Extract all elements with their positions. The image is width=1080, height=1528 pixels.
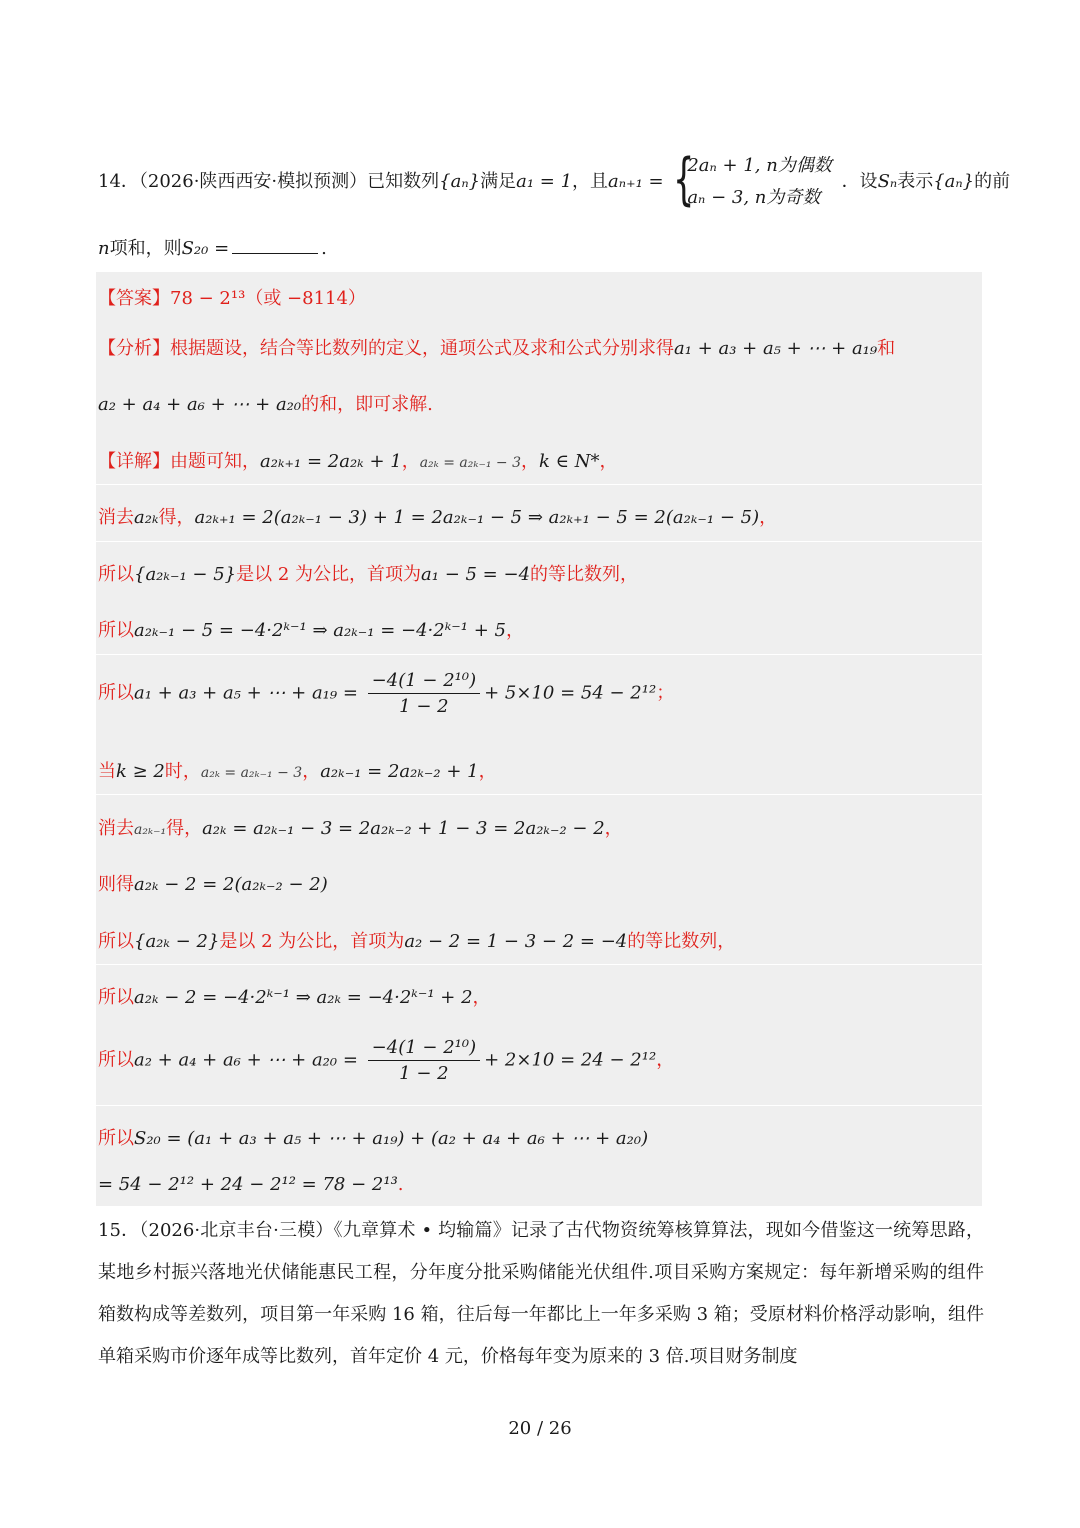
detail-line-3: 所以{a₂ₖ₋₁ − 5}是以 2 为公比，首项为a₁ − 5 = −4的等比数列， — [98, 564, 639, 585]
piecewise-definition: { 2aₙ + 1, n为偶数 aₙ − 3, n为奇数 — [673, 147, 832, 212]
answer-label: 【答案】 — [98, 288, 170, 309]
answer-value: 78 − 2¹³（或 −8114） — [170, 288, 366, 309]
problem-14-line-1: 14．（2026·陕西西安·模拟预测）已知数列{aₙ}满足a₁ = 1，且aₙ₊₁ = { 2aₙ + 1, n为偶数 aₙ − 3, n为奇数 ．设Sₙ表示{aₙ}的前 — [98, 147, 1011, 212]
detail-line-10: 所以a₂ₖ − 2 = −4·2ᵏ⁻¹ ⇒ a₂ₖ = −4·2ᵏ⁻¹ + 2， — [98, 987, 491, 1008]
analysis-line-1: 【分析】根据题设，结合等比数列的定义，通项公式及求和公式分别求得a₁ + a₃ + a₅ + ⋯ + a₁₉和 — [98, 338, 896, 359]
fraction: $\frac{\text{−4(1 − 2¹⁰)}}{1 - 2}$ — [368, 1037, 480, 1084]
analysis-line-2: a₂ + a₄ + a₆ + ⋯ + a₂₀的和，即可求解. — [98, 394, 433, 415]
analysis-label: 【分析】 — [98, 338, 170, 359]
page-number: 20 / 26 — [508, 1418, 572, 1439]
answer-line — [98, 284, 366, 310]
detail-line-4: 所以a₂ₖ₋₁ − 5 = −4·2ᵏ⁻¹ ⇒ a₂ₖ₋₁ = −4·2ᵏ⁻¹ + 5， — [98, 620, 524, 641]
detail-line-6: 当k ≥ 2时，a₂ₖ = a₂ₖ₋₁ − 3，a₂ₖ₋₁ = 2a₂ₖ₋₂ + 1， — [98, 761, 497, 782]
detail-line-12: 所以S₂₀ = (a₁ + a₃ + a₅ + ⋯ + a₁₉) + (a₂ + a₄ + a₆ + ⋯ + a₂₀) — [98, 1128, 649, 1149]
detail-line-8: 则得a₂ₖ − 2 = 2(a₂ₖ₋₂ − 2) — [98, 874, 328, 895]
problem-15-text: 15．（2026·北京丰台·三模）《九章算术 • 均输篇》记录了古代物资统筹核算算法，现如今借鉴这一统筹思路，某地乡村振兴落地光伏储能惠民工程，分年度分批采购储能光伏组件.项目采购方案规定：每年新增采购的组件箱数构成等差数列，项目第一年采购 16 箱，往后每一年都比上一年多采购 3 箱；受原材料价格浮动影响，组件单箱采购市价逐年成等比数列，首年定价 4 元，价格每年变为原来的 3 倍.项目财务制度 — [98, 1220, 984, 1367]
detail-line-1: 【详解】由题可知，a₂ₖ₊₁ = 2a₂ₖ + 1，a₂ₖ = a₂ₖ₋₁ − 3，k ∈ N*， — [98, 451, 618, 472]
detail-line-11: 所以a₂ + a₄ + a₆ + ⋯ + a₂₀ = $\frac{\text{−4(1 − 2¹⁰)}}{1 - 2}$ + 2×10 = 24 − 2¹²， — [98, 1037, 675, 1084]
answer-blank — [232, 253, 318, 254]
detail-line-13: = 54 − 2¹² + 24 − 2¹² = 78 − 2¹³. — [98, 1174, 404, 1195]
detail-line-2: 消去a₂ₖ得，a₂ₖ₊₁ = 2(a₂ₖ₋₁ − 3) + 1 = 2a₂ₖ₋₁ − 5 ⇒ a₂ₖ₊₁ − 5 = 2(a₂ₖ₋₁ − 5)， — [98, 507, 778, 528]
problem-14-line-2: n项和，则S₂₀ = . — [98, 238, 327, 259]
detail-line-9: 所以{a₂ₖ − 2}是以 2 为公比，首项为a₂ − 2 = 1 − 3 − 2 = −4的等比数列， — [98, 931, 736, 952]
detail-label: 【详解】 — [98, 451, 170, 472]
detail-line-7: 消去a₂ₖ₋₁得，a₂ₖ = a₂ₖ₋₁ − 3 = 2a₂ₖ₋₂ + 1 − 3 = 2a₂ₖ₋₂ − 2， — [98, 818, 623, 839]
detail-line-5: 所以a₁ + a₃ + a₅ + ⋯ + a₁₉ = $\frac{\text{−4(1 − 2¹⁰)}}{1 - 2}$ + 5×10 = 54 − 2¹²； — [98, 670, 675, 717]
fraction: $\frac{\text{−4(1 − 2¹⁰)}}{1 - 2}$ — [368, 670, 480, 717]
